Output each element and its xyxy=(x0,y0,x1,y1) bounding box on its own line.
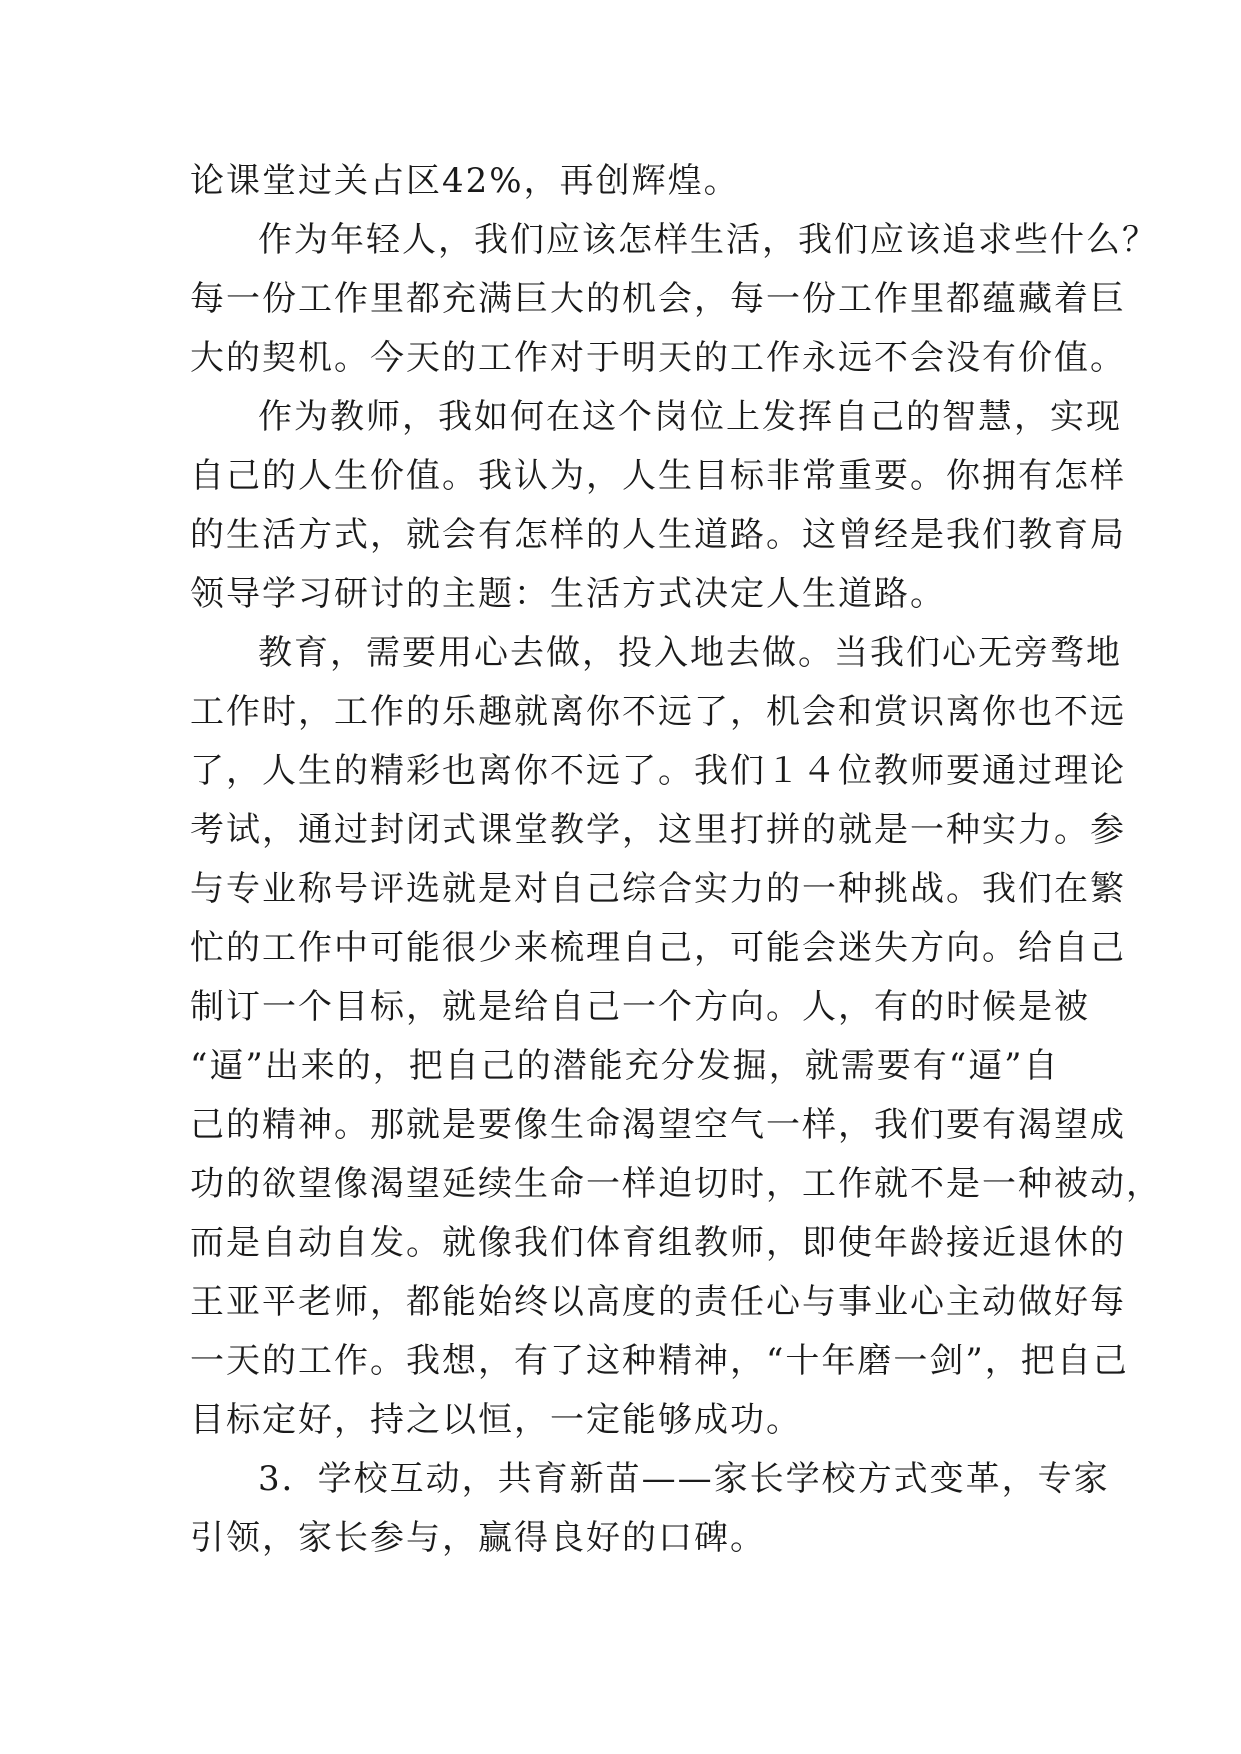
text-line: 工作时，工作的乐趣就离你不远了，机会和赏识离你也不远 xyxy=(190,692,1126,732)
text-line: 论课堂过关占区42%，再创辉煌。 xyxy=(190,161,740,201)
text-line: 引领，家长参与，赢得良好的口碑。 xyxy=(190,1518,766,1558)
text-line: 一天的工作。我想，有了这种精神，“十年磨一剑”，把自己 xyxy=(190,1341,1129,1381)
text-line: 领导学习研讨的主题：生活方式决定人生道路。 xyxy=(190,574,946,614)
text-line: 自己的人生价值。我认为，人生目标非常重要。你拥有怎样 xyxy=(190,456,1126,496)
text-line: 制订一个目标，就是给自己一个方向。人，有的时候是被 xyxy=(190,987,1090,1027)
text-line: “逼”出来的，把自己的潜能充分发掘，就需要有“逼”自 xyxy=(190,1046,1060,1086)
text-line: 教育，需要用心去做，投入地去做。当我们心无旁骛地 xyxy=(258,633,1122,673)
text-line: 考试，通过封闭式课堂教学，这里打拼的就是一种实力。参 xyxy=(190,810,1126,850)
text-line: 了，人生的精彩也离你不远了。我们１４位教师要通过理论 xyxy=(190,751,1126,791)
text-line: 与专业称号评选就是对自己综合实力的一种挑战。我们在繁 xyxy=(190,869,1126,909)
text-line: 作为教师，我如何在这个岗位上发挥自己的智慧，实现 xyxy=(258,397,1122,437)
text-line: 作为年轻人，我们应该怎样生活，我们应该追求些什么？ xyxy=(258,220,1158,260)
text-line: 而是自动自发。就像我们体育组教师，即使年龄接近退休的 xyxy=(190,1223,1126,1263)
text-line: 忙的工作中可能很少来梳理自己，可能会迷失方向。给自己 xyxy=(190,928,1126,968)
text-line: 目标定好，持之以恒，一定能够成功。 xyxy=(190,1400,802,1440)
text-line: 3．学校互动，共育新苗——家长学校方式变革，专家 xyxy=(258,1459,1110,1499)
text-line: 功的欲望像渴望延续生命一样迫切时，工作就不是一种被动， xyxy=(190,1164,1162,1204)
text-line: 的生活方式，就会有怎样的人生道路。这曾经是我们教育局 xyxy=(190,515,1126,555)
text-line: 大的契机。今天的工作对于明天的工作永远不会没有价值。 xyxy=(190,338,1126,378)
document-body xyxy=(190,152,1162,1568)
text-line: 王亚平老师，都能始终以高度的责任心与事业心主动做好每 xyxy=(190,1282,1126,1322)
text-line: 每一份工作里都充满巨大的机会，每一份工作里都蕴藏着巨 xyxy=(190,279,1126,319)
text-line: 己的精神。那就是要像生命渴望空气一样，我们要有渴望成 xyxy=(190,1105,1126,1145)
